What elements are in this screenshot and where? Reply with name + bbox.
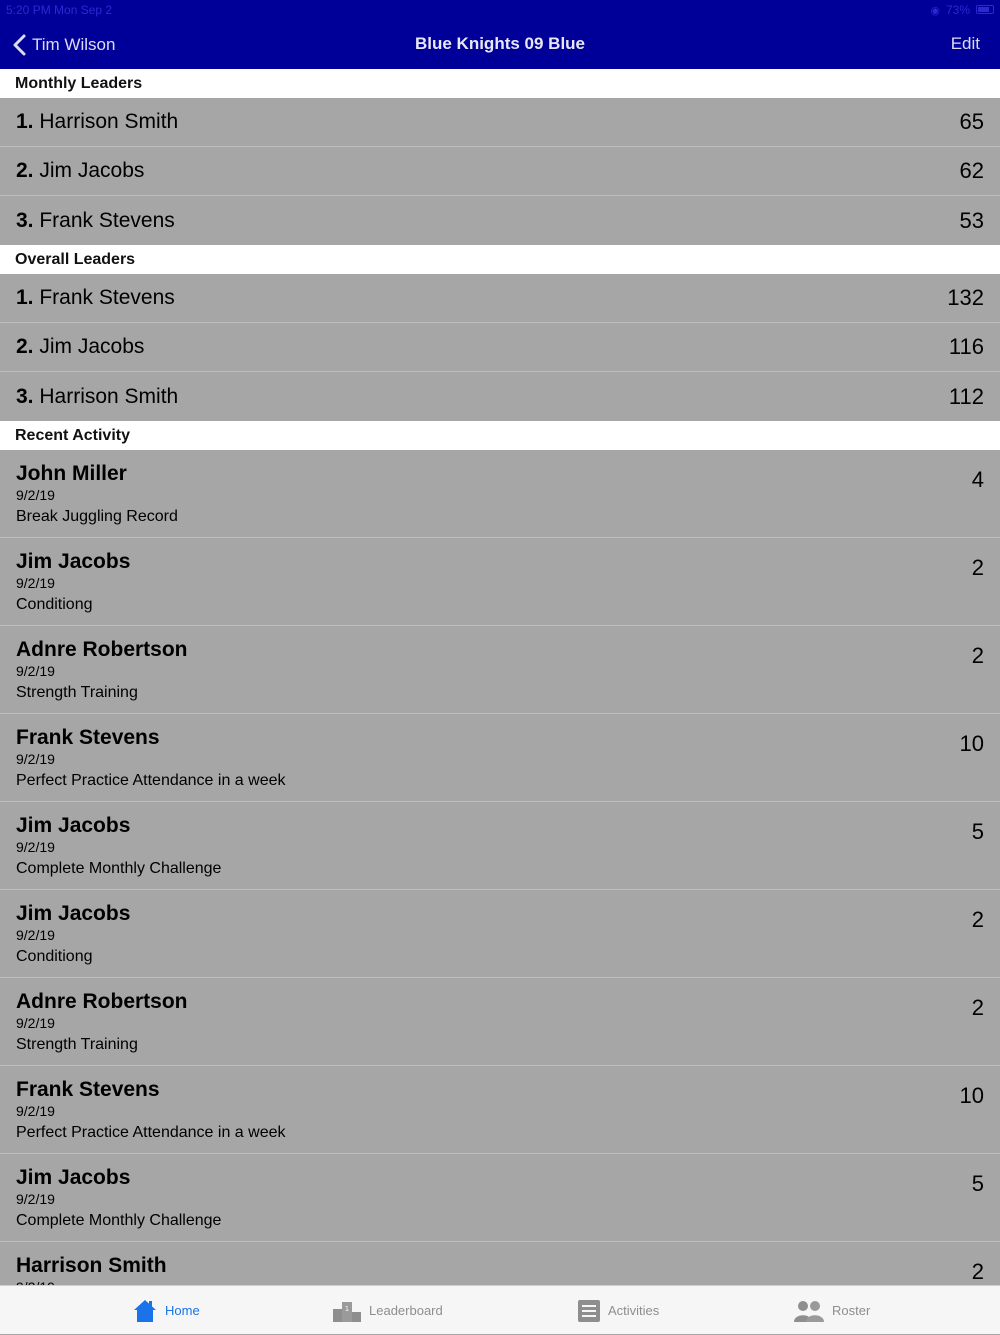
overall-leaders-list [0,274,1000,421]
tab-home-label: Home [165,1303,200,1318]
activity-points: 4 [971,467,984,492]
activity-row[interactable] [0,1154,1000,1242]
activity-points: 2 [971,907,984,932]
activity-date: 9/2/19 [16,1103,55,1119]
activity-description: Perfect Practice Attendance in a week [16,772,286,789]
activity-row[interactable] [0,1066,1000,1154]
activity-row[interactable] [0,802,1000,890]
activity-description: Strength Training [16,1036,138,1053]
activity-description: Break Juggling Record [16,508,178,525]
leader-points: 116 [948,334,984,359]
activity-row[interactable] [0,714,1000,802]
activity-date: 9/2/19 [16,663,55,679]
leader-name: Jim Jacobs [39,335,145,358]
leader-points: 65 [959,109,984,134]
leader-rank: 1. [16,286,34,309]
people-icon [794,1300,824,1322]
leader-points: 112 [948,383,984,409]
leader-points: 62 [959,158,984,183]
leader-name: Frank Stevens [39,208,175,232]
leader-entry [16,385,178,409]
activity-player-name: Jim Jacobs [16,902,131,925]
page-title: Blue Knights 09 Blue [414,34,586,53]
recent-activity-list [0,450,1000,1330]
leader-row[interactable] [0,98,1000,147]
activity-date: 9/2/19 [16,839,55,855]
leader-row[interactable] [0,372,1000,421]
tab-roster-label: Roster [832,1303,871,1318]
activity-date: 9/2/19 [16,575,55,591]
activity-points: 10 [959,1083,984,1108]
activity-player-name: John Miller [16,462,127,485]
activity-description: Strength Training [16,684,138,701]
activity-description: Complete Monthly Challenge [16,860,222,877]
leader-entry [16,286,175,310]
activity-description: Conditiong [16,596,93,613]
leader-entry [16,159,144,183]
back-button-label: Tim Wilson [32,35,116,54]
activity-points: 5 [971,1171,984,1196]
leader-rank: 2. [16,159,34,182]
leader-rank: 3. [16,384,34,408]
activity-date: 9/2/19 [16,487,55,503]
monthly-leaders-header: Monthly Leaders [0,69,1000,98]
leader-row[interactable] [0,196,1000,245]
leader-points: 132 [947,285,984,310]
leader-name: Frank Stevens [39,286,175,309]
activity-player-name: Jim Jacobs [16,814,131,837]
svg-text:1: 1 [344,1304,350,1313]
activity-date: 9/2/19 [16,751,55,767]
leader-row[interactable] [0,274,1000,323]
activity-player-name: Frank Stevens [16,1078,160,1101]
activity-player-name: Adnre Robertson [16,638,188,661]
activity-date: 9/2/19 [16,1191,55,1207]
activity-points: 2 [971,643,984,668]
wifi-icon: ◉ [930,5,940,17]
leader-entry [16,209,175,233]
activity-player-name: Jim Jacobs [16,1166,131,1189]
activity-player-name: Frank Stevens [16,726,160,749]
leader-name: Jim Jacobs [39,159,145,182]
leader-row[interactable] [0,323,1000,372]
tab-bar [0,1285,1000,1334]
activity-date: 9/2/19 [16,927,55,943]
navigation-bar [0,20,1000,69]
edit-button[interactable]: Edit [950,34,980,53]
recent-activity-header: Recent Activity [0,421,1000,450]
activity-points: 10 [959,731,984,756]
activity-description: Conditiong [16,948,93,965]
overall-leaders-header: Overall Leaders [0,245,1000,274]
monthly-leaders-list [0,98,1000,245]
activity-points: 5 [971,819,984,844]
tab-leaderboard-label: Leaderboard [369,1303,443,1318]
activity-date: 9/2/19 [16,1015,55,1031]
activity-description: Complete Monthly Challenge [16,1212,222,1229]
tab-leaderboard[interactable] [333,1286,443,1335]
leader-row[interactable] [0,147,1000,196]
activity-row[interactable] [0,626,1000,714]
home-list[interactable] [0,69,1000,1285]
activity-row[interactable] [0,450,1000,538]
status-bar [0,0,1000,20]
tab-roster[interactable] [794,1286,870,1335]
status-battery-percent: 73% [945,3,970,17]
podium-icon [333,1300,361,1322]
tab-activities-label: Activities [608,1303,660,1318]
tab-home[interactable] [133,1286,200,1335]
leader-name: Harrison Smith [39,384,179,408]
activity-player-name: Harrison Smith [16,1254,167,1277]
activity-row[interactable] [0,538,1000,626]
leader-points: 53 [959,207,984,233]
list-icon [578,1300,600,1322]
activity-points: 2 [971,1259,984,1284]
activity-player-name: Adnre Robertson [16,990,188,1013]
leader-rank: 3. [16,208,34,232]
tab-activities[interactable] [578,1286,659,1335]
leader-entry [16,110,178,134]
activity-player-name: Jim Jacobs [16,550,131,573]
leader-rank: 1. [16,110,34,133]
battery-icon [976,5,994,14]
home-icon [133,1299,157,1323]
activity-points: 2 [971,555,984,580]
leader-entry [16,335,144,359]
activity-row[interactable] [0,890,1000,978]
leader-rank: 2. [16,335,34,358]
activity-description: Perfect Practice Attendance in a week [16,1124,286,1141]
status-time: 5:20 PM Mon Sep 2 [6,3,113,17]
activity-row[interactable] [0,978,1000,1066]
leader-name: Harrison Smith [39,110,179,133]
activity-points: 2 [971,995,984,1020]
